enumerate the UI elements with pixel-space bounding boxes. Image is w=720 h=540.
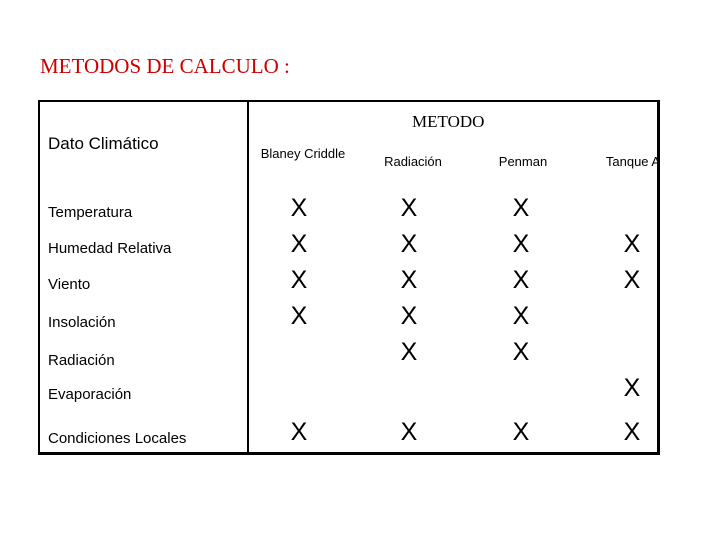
column-header-tanque-a: Tanque A <box>605 154 661 169</box>
methods-table <box>38 100 660 455</box>
column-header-penman: Penman <box>498 154 548 169</box>
row-label-evaporacion: Evaporación <box>48 386 132 403</box>
table-cell-mark: X <box>512 194 530 222</box>
table-cell-mark: X <box>290 418 308 446</box>
row-label-viento: Viento <box>48 276 91 293</box>
row-label-condiciones-locales: Condiciones Locales <box>48 430 187 447</box>
table-cell-mark: X <box>400 194 418 222</box>
slide-title: METODOS DE CALCULO : <box>40 54 290 78</box>
dato-climatico-header: Dato Climático <box>48 134 159 153</box>
table-cell-mark: X <box>290 302 308 330</box>
table-cell-mark: X <box>400 338 418 366</box>
table-cell-mark: X <box>512 418 530 446</box>
column-header-blaney-criddle: Blaney Criddle <box>260 146 346 161</box>
table-cell-mark: X <box>290 230 308 258</box>
table-cell-mark: X <box>400 418 418 446</box>
row-label-temperatura: Temperatura <box>48 204 133 221</box>
table-cell-mark: X <box>290 266 308 294</box>
table-cell-mark: X <box>623 230 641 258</box>
table-cell-mark: X <box>512 230 530 258</box>
table-cell-mark: X <box>623 418 641 446</box>
table-cell-mark: X <box>400 302 418 330</box>
table-cell-mark: X <box>400 230 418 258</box>
table-cell-mark: X <box>290 194 308 222</box>
table-cell-mark: X <box>512 302 530 330</box>
column-header-radiacion: Radiación <box>384 154 442 169</box>
table-cell-mark: X <box>623 266 641 294</box>
table-cell-mark: X <box>512 266 530 294</box>
metodo-group-header: METODO <box>412 112 485 131</box>
table-cell-mark: X <box>512 338 530 366</box>
row-label-radiacion: Radiación <box>48 352 115 369</box>
row-label-humedad-relativa: Humedad Relativa <box>48 240 172 257</box>
table-cell-mark: X <box>623 374 641 402</box>
table-cell-mark: X <box>400 266 418 294</box>
row-label-insolacion: Insolación <box>48 314 116 331</box>
